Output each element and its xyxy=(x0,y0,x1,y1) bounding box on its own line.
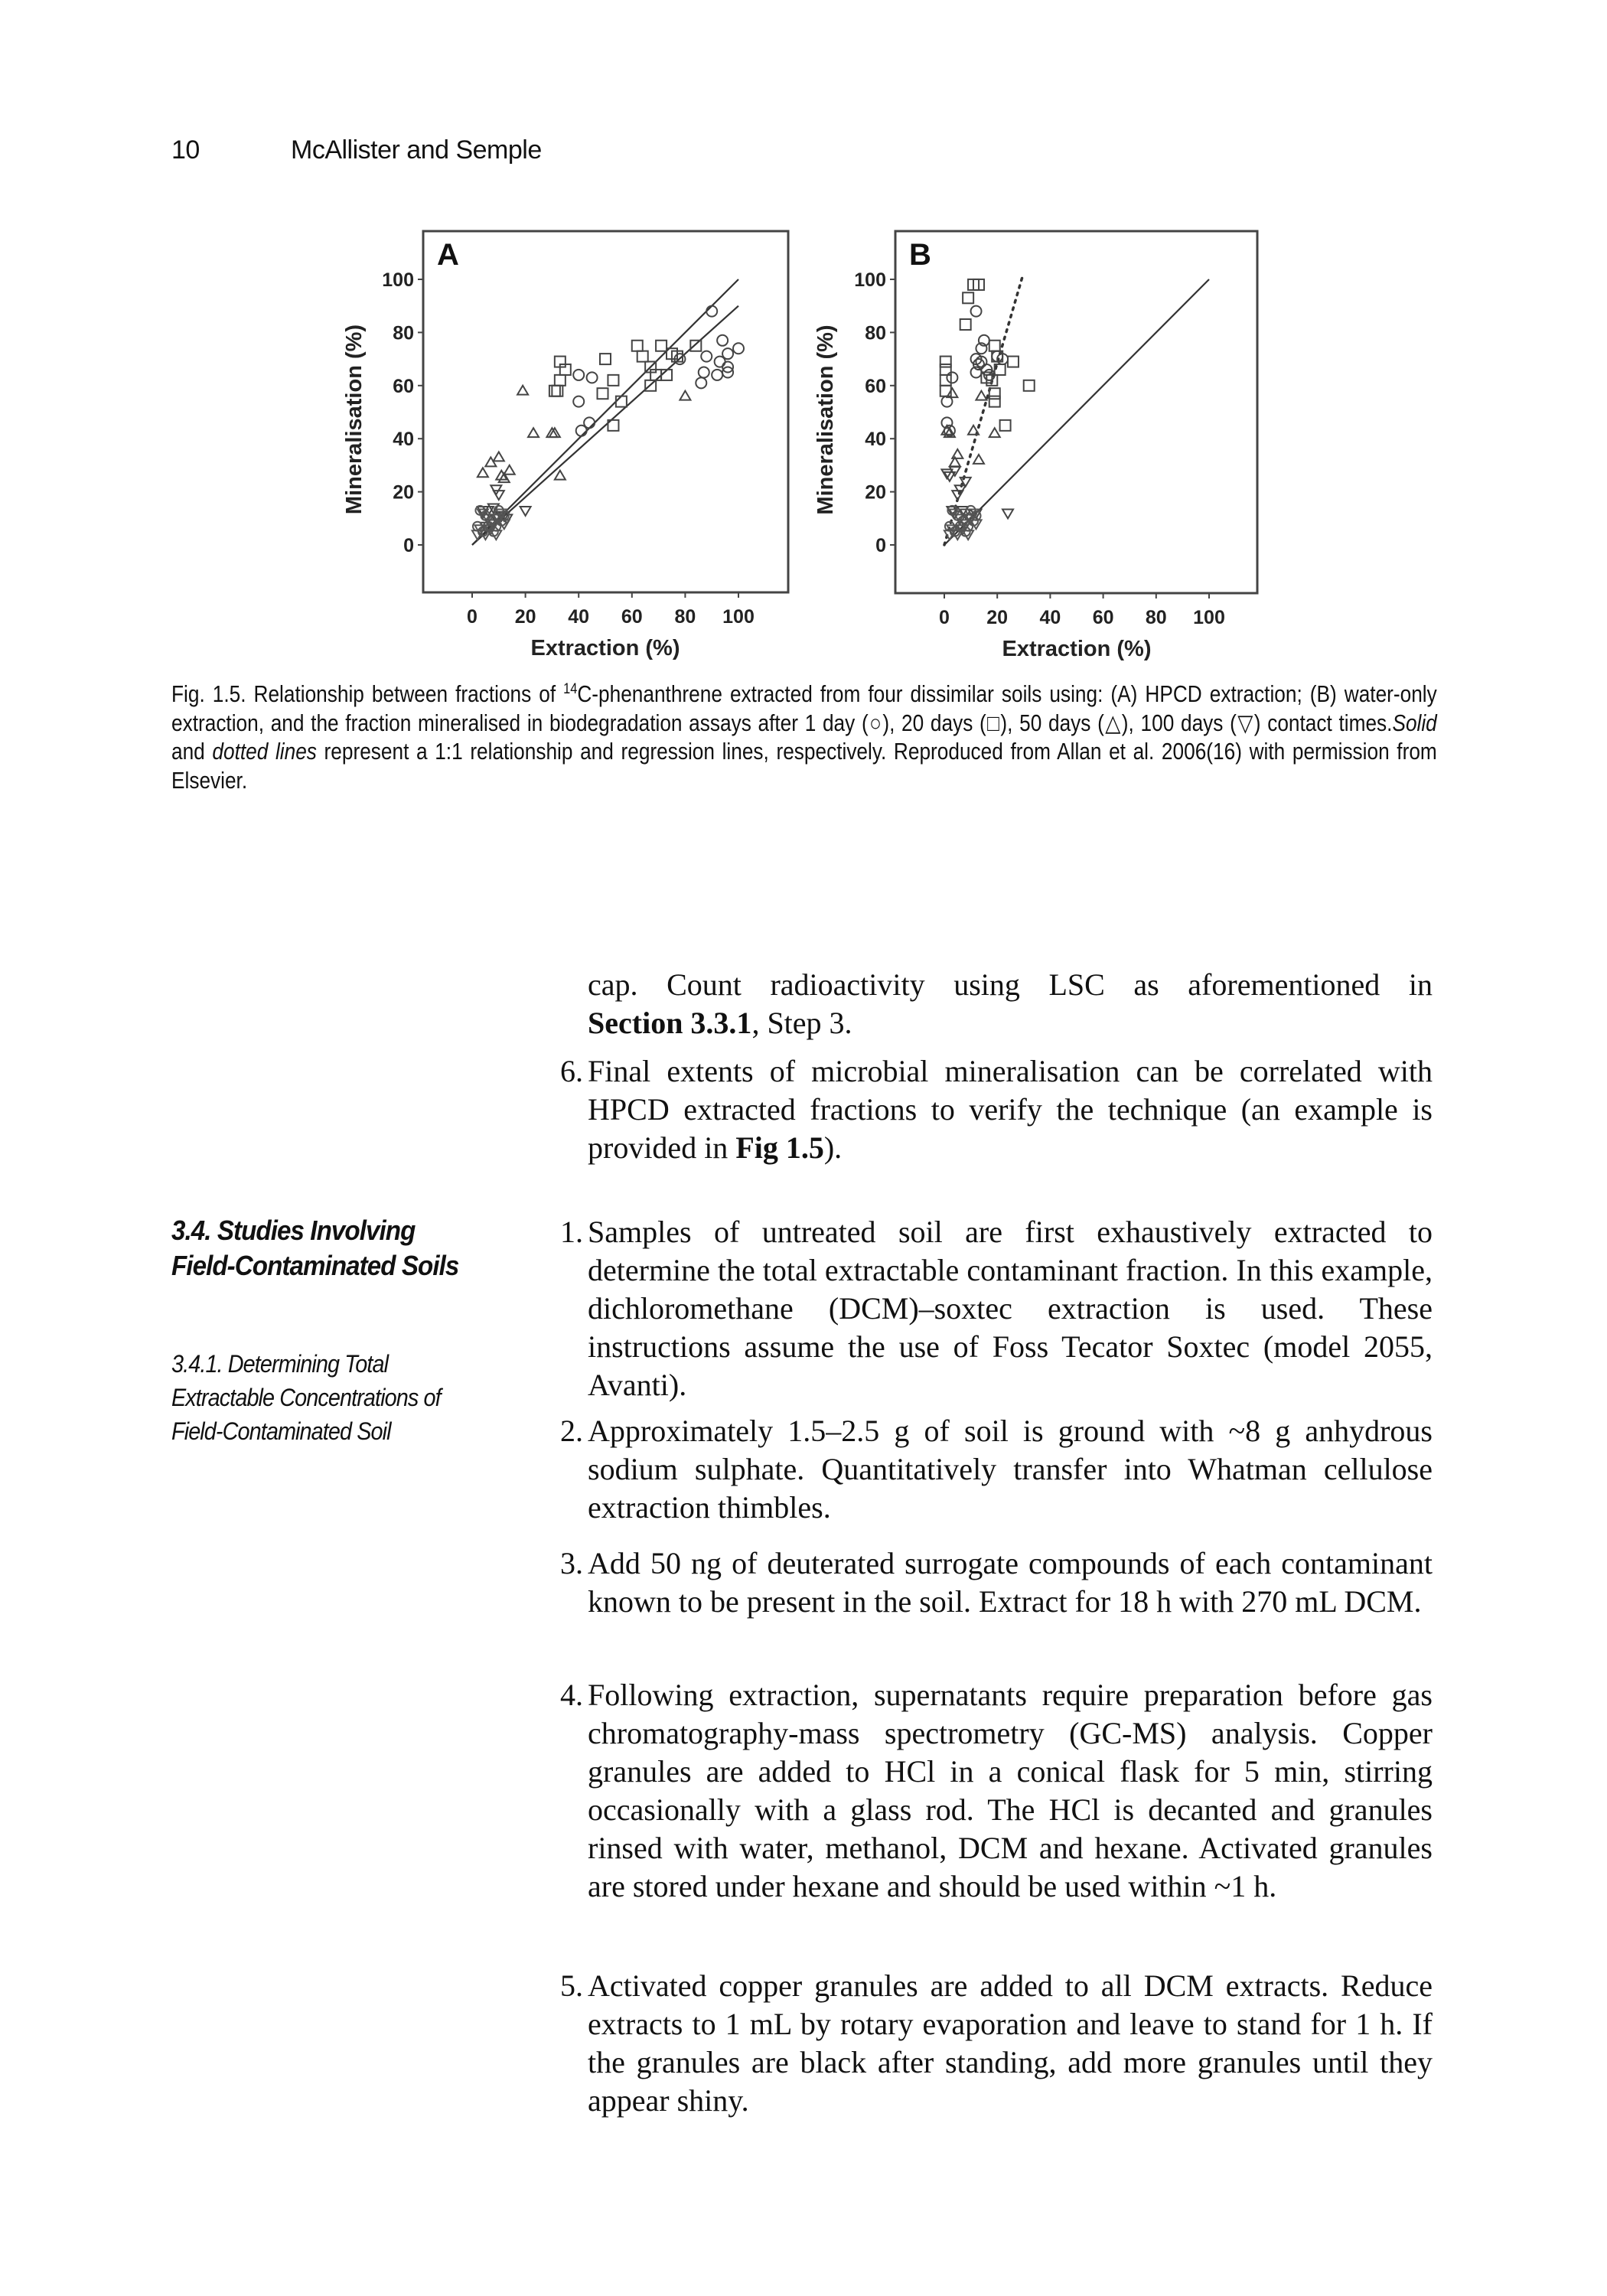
list-text: Final extents of microbial mineralisation can be correlated with HPCD extracted fractions to verify the technique (an example is provided in Fig 1.5). xyxy=(588,1054,1433,1165)
square-marker-icon xyxy=(656,341,667,351)
square-marker-icon xyxy=(632,341,643,351)
list-number: 1. xyxy=(560,1215,583,1249)
triangle-up-marker-icon xyxy=(952,449,963,458)
subsection-heading: 3.4.1. Determining Total Extractable Concentrations of Field-Contaminated Soil xyxy=(171,1350,441,1445)
panel-a-chart xyxy=(342,231,788,660)
circle-marker-icon xyxy=(587,372,598,383)
x-tick-label: 100 xyxy=(722,606,755,628)
continuation-text: , Step 3. xyxy=(751,1006,852,1040)
continuation-line: cap. Count radioactivity using LSC as aforementioned in xyxy=(588,967,1433,1002)
triangle-down-marker-icon xyxy=(520,507,531,516)
list-text: Following extraction, supernatants require preparation before gas chromatography-mass spectrometry (GC-MS) analysis. Copper granules are added to HCl in a conical flask for 5 min, stirring occasionally with a glass rod. The HCl is decanted and granules rinsed with water, methanol, DCM and hexane. Activated granules are stored under hexane and should be used within ~1 h. xyxy=(588,1678,1433,1903)
y-tick-label: 100 xyxy=(382,269,414,291)
circle-marker-icon xyxy=(573,370,584,380)
triangle-down-marker-icon xyxy=(494,491,504,500)
square-marker-icon xyxy=(616,396,627,407)
continuation-paragraph xyxy=(588,966,1433,1042)
list-number: 6. xyxy=(560,1054,583,1088)
list-text: Add 50 ng of deuterated surrogate compounds of each contaminant known to be present in the soil. Extract for 18 h with 270 mL DCM. xyxy=(588,1546,1433,1619)
x-tick-label: 20 xyxy=(986,607,1009,628)
circle-marker-icon xyxy=(706,306,717,317)
x-tick-label: 40 xyxy=(1039,607,1061,628)
figure-caption xyxy=(171,680,1437,795)
panel-label: B xyxy=(909,238,931,272)
page-number: 10 xyxy=(171,135,200,165)
caption-text: represent a 1:1 relationship and regression lines, respectively. Reproduced from Allan et al. 2006(16) with permission from Elsevier. xyxy=(171,739,1437,794)
y-tick-label: 40 xyxy=(865,429,886,451)
caption-label: Fig. 1.5. xyxy=(171,681,246,707)
circle-marker-icon xyxy=(696,377,706,388)
list-item-5 xyxy=(536,1967,1433,2120)
circle-marker-icon xyxy=(947,372,957,383)
y-tick-label: 60 xyxy=(393,375,414,397)
x-tick-label: 40 xyxy=(568,606,590,628)
section-reference-link[interactable]: Section 3.3.1 xyxy=(588,1006,752,1040)
y-axis-label: Mineralisation (%) xyxy=(813,325,838,515)
triangle-down-marker-icon xyxy=(1002,509,1013,518)
x-tick-label: 60 xyxy=(621,606,643,628)
reference-line xyxy=(472,279,738,545)
triangle-up-marker-icon xyxy=(517,386,528,395)
x-tick-label: 0 xyxy=(939,607,950,628)
caption-text: and xyxy=(171,739,213,765)
square-marker-icon xyxy=(940,386,951,396)
y-tick-label: 0 xyxy=(875,535,886,556)
circle-marker-icon xyxy=(699,367,709,377)
circle-marker-icon xyxy=(971,306,982,317)
list-item-6 xyxy=(536,1052,1433,1167)
circle-marker-icon xyxy=(701,351,712,362)
y-tick-label: 80 xyxy=(393,322,414,344)
caption-text: C-phenanthrene extracted from four dissimilar soils using: (A) HPCD extraction; (B) water-only extraction, and the fraction mineralised in biodegradation assays after 1 day (○), 20 days (□), 50 days (△), 100 days (▽) contact times. xyxy=(171,681,1437,736)
scatter-plots xyxy=(0,0,1607,673)
y-tick-label: 0 xyxy=(403,535,414,556)
x-tick-label: 20 xyxy=(514,606,536,628)
triangle-up-marker-icon xyxy=(504,465,515,475)
square-marker-icon xyxy=(552,386,562,396)
x-tick-label: 80 xyxy=(1145,607,1167,628)
triangle-up-marker-icon xyxy=(680,391,690,400)
y-tick-label: 20 xyxy=(865,481,886,504)
square-marker-icon xyxy=(960,319,971,330)
panel-label: A xyxy=(437,238,459,272)
list-item-3 xyxy=(536,1544,1433,1621)
list-text: Samples of untreated soil are first exhaustively extracted to determine the total extractable contaminant fraction. In this example, dichloromethane (DCM)–soxtec extraction is used. These instructions assume the use of Foss Tecator Soxtec (model 2055, Avanti). xyxy=(588,1215,1433,1402)
figure-1-5 xyxy=(0,0,1607,673)
panel-b-chart xyxy=(813,231,1257,661)
circle-marker-icon xyxy=(717,335,728,346)
square-marker-icon xyxy=(1008,357,1019,367)
triangle-up-marker-icon xyxy=(947,388,957,397)
section-heading: 3.4. Studies Involving Field-Contaminated Soils xyxy=(171,1215,459,1281)
triangle-up-marker-icon xyxy=(968,426,979,435)
square-marker-icon xyxy=(1000,420,1011,431)
triangle-up-marker-icon xyxy=(494,452,504,461)
list-number: 5. xyxy=(560,1968,583,2003)
triangle-up-marker-icon xyxy=(528,428,539,437)
caption-italic: Solid xyxy=(1392,709,1437,736)
x-tick-label: 60 xyxy=(1092,607,1114,628)
list-text: Approximately 1.5–2.5 g of soil is ground with ~8 g anhydrous sodium sulphate. Quantitatively transfer into Whatman cellulose extraction thimbles. xyxy=(588,1414,1433,1525)
running-title: McAllister and Semple xyxy=(291,135,542,165)
square-marker-icon xyxy=(940,357,951,367)
list-number: 2. xyxy=(560,1414,583,1448)
list-item-2 xyxy=(536,1412,1433,1527)
circle-marker-icon xyxy=(576,426,587,436)
list-item-1 xyxy=(536,1213,1433,1404)
list-item-4 xyxy=(536,1676,1433,1906)
x-axis-label: Extraction (%) xyxy=(530,636,680,660)
square-marker-icon xyxy=(690,341,701,351)
x-tick-label: 100 xyxy=(1193,607,1225,628)
triangle-up-marker-icon xyxy=(973,455,984,464)
y-tick-label: 20 xyxy=(393,481,414,504)
triangle-up-marker-icon xyxy=(989,428,1000,437)
caption-italic: dotted lines xyxy=(212,739,317,765)
y-tick-label: 60 xyxy=(865,375,886,397)
reference-line xyxy=(472,306,738,545)
caption-text: Relationship between fractions of xyxy=(253,681,556,707)
square-marker-icon xyxy=(555,375,566,386)
square-marker-icon xyxy=(549,386,560,396)
list-number: 4. xyxy=(560,1678,583,1712)
circle-marker-icon xyxy=(733,343,744,354)
y-tick-label: 80 xyxy=(865,322,886,344)
square-marker-icon xyxy=(989,396,1000,407)
square-marker-icon xyxy=(989,341,1000,351)
circle-marker-icon xyxy=(712,370,722,380)
list-number: 3. xyxy=(560,1546,583,1580)
figure-reference-link[interactable]: Fig 1.5 xyxy=(735,1130,824,1165)
circle-marker-icon xyxy=(573,396,584,407)
x-tick-label: 80 xyxy=(674,606,696,628)
square-marker-icon xyxy=(940,375,951,386)
square-marker-icon xyxy=(637,351,648,362)
list-text: Activated copper granules are added to all DCM extracts. Reduce extracts to 1 mL by rotary evaporation and leave to stand for 1 h. If the granules are black after standing, add more granules until they appear shiny. xyxy=(588,1968,1433,2118)
y-axis-label: Mineralisation (%) xyxy=(342,324,367,515)
square-marker-icon xyxy=(608,375,618,386)
x-axis-label: Extraction (%) xyxy=(1002,637,1152,661)
y-tick-label: 40 xyxy=(393,429,414,451)
triangle-down-marker-icon xyxy=(952,491,963,500)
triangle-up-marker-icon xyxy=(478,468,488,477)
square-marker-icon xyxy=(1024,380,1035,391)
circle-marker-icon xyxy=(715,357,725,367)
square-marker-icon xyxy=(963,292,973,303)
triangle-up-marker-icon xyxy=(555,471,566,480)
triangle-up-marker-icon xyxy=(976,391,986,400)
square-marker-icon xyxy=(598,388,608,399)
x-tick-label: 0 xyxy=(467,606,478,628)
square-marker-icon xyxy=(600,354,611,364)
caption-superscript: 14 xyxy=(563,681,578,697)
y-tick-label: 100 xyxy=(854,269,886,291)
continuation-line xyxy=(588,1004,1433,1042)
